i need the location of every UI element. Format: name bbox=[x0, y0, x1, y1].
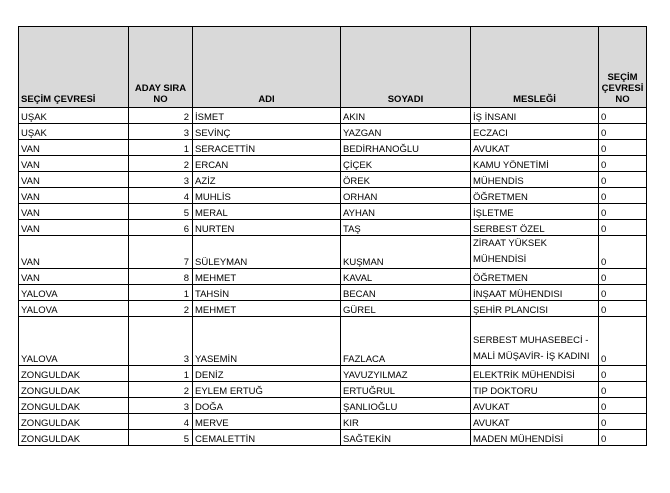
cell-name: SERACETTİN bbox=[193, 140, 341, 156]
cell-aday-sira-no: 2 bbox=[129, 108, 193, 124]
header-surname: SOYADI bbox=[341, 27, 471, 108]
cell-aday-sira-no: 1 bbox=[129, 140, 193, 156]
cell-district-no: 0 bbox=[599, 236, 647, 269]
cell-profession: ÖĞRETMEN bbox=[471, 188, 599, 204]
cell-aday-sira-no: 8 bbox=[129, 269, 193, 285]
cell-aday-sira-no: 1 bbox=[129, 285, 193, 301]
cell-surname: KUŞMAN bbox=[341, 236, 471, 269]
cell-surname: YAZGAN bbox=[341, 124, 471, 140]
table-row bbox=[19, 398, 647, 414]
cell-aday-sira-no: 4 bbox=[129, 414, 193, 430]
cell-district-no: 0 bbox=[599, 414, 647, 430]
cell-aday-sira-no: 2 bbox=[129, 301, 193, 317]
cell-profession: AVUKAT bbox=[471, 398, 599, 414]
cell-district: YALOVA bbox=[19, 317, 129, 366]
cell-name: MERAL bbox=[193, 204, 341, 220]
table-row bbox=[19, 172, 647, 188]
cell-district: VAN bbox=[19, 140, 129, 156]
cell-district: YALOVA bbox=[19, 301, 129, 317]
table-row bbox=[19, 108, 647, 124]
cell-district: VAN bbox=[19, 156, 129, 172]
cell-district-no: 0 bbox=[599, 188, 647, 204]
table-row bbox=[19, 301, 647, 317]
table-row bbox=[19, 317, 647, 366]
cell-district: ZONGULDAK bbox=[19, 382, 129, 398]
cell-profession: TIP DOKTORU bbox=[471, 382, 599, 398]
cell-name: ERCAN bbox=[193, 156, 341, 172]
cell-aday-sira-no: 5 bbox=[129, 430, 193, 446]
cell-district-no: 0 bbox=[599, 301, 647, 317]
cell-district-no: 0 bbox=[599, 108, 647, 124]
table-row bbox=[19, 156, 647, 172]
cell-district-no: 0 bbox=[599, 172, 647, 188]
cell-profession: MÜHENDİS bbox=[471, 172, 599, 188]
cell-district: YALOVA bbox=[19, 285, 129, 301]
cell-aday-sira-no: 3 bbox=[129, 124, 193, 140]
cell-district-no: 0 bbox=[599, 269, 647, 285]
cell-district-no: 0 bbox=[599, 140, 647, 156]
cell-district: VAN bbox=[19, 188, 129, 204]
table-row bbox=[19, 236, 647, 269]
table-row bbox=[19, 430, 647, 446]
table-row bbox=[19, 382, 647, 398]
cell-surname: TAŞ bbox=[341, 220, 471, 236]
cell-district-no: 0 bbox=[599, 398, 647, 414]
cell-profession: AVUKAT bbox=[471, 414, 599, 430]
cell-surname: BECAN bbox=[341, 285, 471, 301]
header-row bbox=[19, 27, 647, 108]
cell-surname: KIR bbox=[341, 414, 471, 430]
header-profession: MESLEĞİ bbox=[471, 27, 599, 108]
cell-surname: SAĞTEKİN bbox=[341, 430, 471, 446]
cell-name: SEVİNÇ bbox=[193, 124, 341, 140]
cell-district-no: 0 bbox=[599, 382, 647, 398]
table-row bbox=[19, 220, 647, 236]
cell-district: ZONGULDAK bbox=[19, 430, 129, 446]
cell-name: DENİZ bbox=[193, 366, 341, 382]
cell-profession: ŞEHİR PLANCISI bbox=[471, 301, 599, 317]
cell-district: VAN bbox=[19, 172, 129, 188]
cell-district-no: 0 bbox=[599, 430, 647, 446]
candidate-table bbox=[18, 26, 647, 446]
cell-surname: ORHAN bbox=[341, 188, 471, 204]
table-row bbox=[19, 124, 647, 140]
cell-district-no: 0 bbox=[599, 156, 647, 172]
cell-profession: AVUKAT bbox=[471, 140, 599, 156]
cell-name: MEHMET bbox=[193, 269, 341, 285]
cell-name: DOĞA bbox=[193, 398, 341, 414]
cell-name: TAHSİN bbox=[193, 285, 341, 301]
table-row bbox=[19, 414, 647, 430]
table-row bbox=[19, 285, 647, 301]
cell-surname: ÖREK bbox=[341, 172, 471, 188]
cell-district: ZONGULDAK bbox=[19, 414, 129, 430]
cell-surname: ÇİÇEK bbox=[341, 156, 471, 172]
cell-surname: AKIN bbox=[341, 108, 471, 124]
cell-aday-sira-no: 3 bbox=[129, 317, 193, 366]
cell-district: UŞAK bbox=[19, 108, 129, 124]
cell-district: UŞAK bbox=[19, 124, 129, 140]
table-row bbox=[19, 204, 647, 220]
cell-surname: KAVAL bbox=[341, 269, 471, 285]
cell-profession: İŞ İNSANI bbox=[471, 108, 599, 124]
header-aday-sira-no: ADAY SIRA NO bbox=[129, 27, 193, 108]
cell-district: VAN bbox=[19, 236, 129, 269]
table-row bbox=[19, 188, 647, 204]
cell-aday-sira-no: 5 bbox=[129, 204, 193, 220]
cell-aday-sira-no: 3 bbox=[129, 398, 193, 414]
cell-district-no: 0 bbox=[599, 204, 647, 220]
cell-name: YASEMİN bbox=[193, 317, 341, 366]
cell-aday-sira-no: 7 bbox=[129, 236, 193, 269]
cell-profession: ECZACI bbox=[471, 124, 599, 140]
cell-district: VAN bbox=[19, 204, 129, 220]
table-row bbox=[19, 269, 647, 285]
cell-aday-sira-no: 1 bbox=[129, 366, 193, 382]
cell-aday-sira-no: 3 bbox=[129, 172, 193, 188]
cell-name: MERVE bbox=[193, 414, 341, 430]
cell-profession: KAMU YÖNETİMİ bbox=[471, 156, 599, 172]
cell-name: MUHLİS bbox=[193, 188, 341, 204]
cell-name: NURTEN bbox=[193, 220, 341, 236]
cell-surname: ERTUĞRUL bbox=[341, 382, 471, 398]
cell-name: SÜLEYMAN bbox=[193, 236, 341, 269]
cell-surname: FAZLACA bbox=[341, 317, 471, 366]
cell-surname: BEDİRHANOĞLU bbox=[341, 140, 471, 156]
cell-district-no: 0 bbox=[599, 124, 647, 140]
cell-profession: ZİRAAT YÜKSEK MÜHENDİSİ bbox=[471, 236, 599, 269]
cell-aday-sira-no: 6 bbox=[129, 220, 193, 236]
cell-profession: ELEKTRİK MÜHENDİSİ bbox=[471, 366, 599, 382]
cell-district: VAN bbox=[19, 269, 129, 285]
cell-profession: SERBEST ÖZEL bbox=[471, 220, 599, 236]
cell-district-no: 0 bbox=[599, 317, 647, 366]
cell-aday-sira-no: 2 bbox=[129, 156, 193, 172]
cell-surname: AYHAN bbox=[341, 204, 471, 220]
cell-district-no: 0 bbox=[599, 366, 647, 382]
cell-profession: MADEN MÜHENDİSİ bbox=[471, 430, 599, 446]
cell-name: CEMALETTİN bbox=[193, 430, 341, 446]
table-row bbox=[19, 140, 647, 156]
cell-profession: İŞLETME bbox=[471, 204, 599, 220]
header-name: ADI bbox=[193, 27, 341, 108]
header-district: SEÇİM ÇEVRESİ bbox=[19, 27, 129, 108]
cell-name: EYLEM ERTUĞ bbox=[193, 382, 341, 398]
cell-surname: YAVUZYILMAZ bbox=[341, 366, 471, 382]
cell-aday-sira-no: 4 bbox=[129, 188, 193, 204]
cell-district: ZONGULDAK bbox=[19, 398, 129, 414]
cell-district: VAN bbox=[19, 220, 129, 236]
cell-aday-sira-no: 2 bbox=[129, 382, 193, 398]
header-district-no: SEÇİM ÇEVRESİ NO bbox=[599, 27, 647, 108]
table-row bbox=[19, 366, 647, 382]
cell-name: AZİZ bbox=[193, 172, 341, 188]
cell-profession: ÖĞRETMEN bbox=[471, 269, 599, 285]
cell-district-no: 0 bbox=[599, 285, 647, 301]
cell-profession: SERBEST MUHASEBECİ - MALİ MÜŞAVİR- İŞ KADINI bbox=[471, 317, 599, 366]
cell-surname: GÜREL bbox=[341, 301, 471, 317]
cell-district: ZONGULDAK bbox=[19, 366, 129, 382]
cell-name: MEHMET bbox=[193, 301, 341, 317]
cell-surname: ŞANLIOĞLU bbox=[341, 398, 471, 414]
cell-profession: İNŞAAT MÜHENDISI bbox=[471, 285, 599, 301]
cell-district-no: 0 bbox=[599, 220, 647, 236]
cell-name: İSMET bbox=[193, 108, 341, 124]
